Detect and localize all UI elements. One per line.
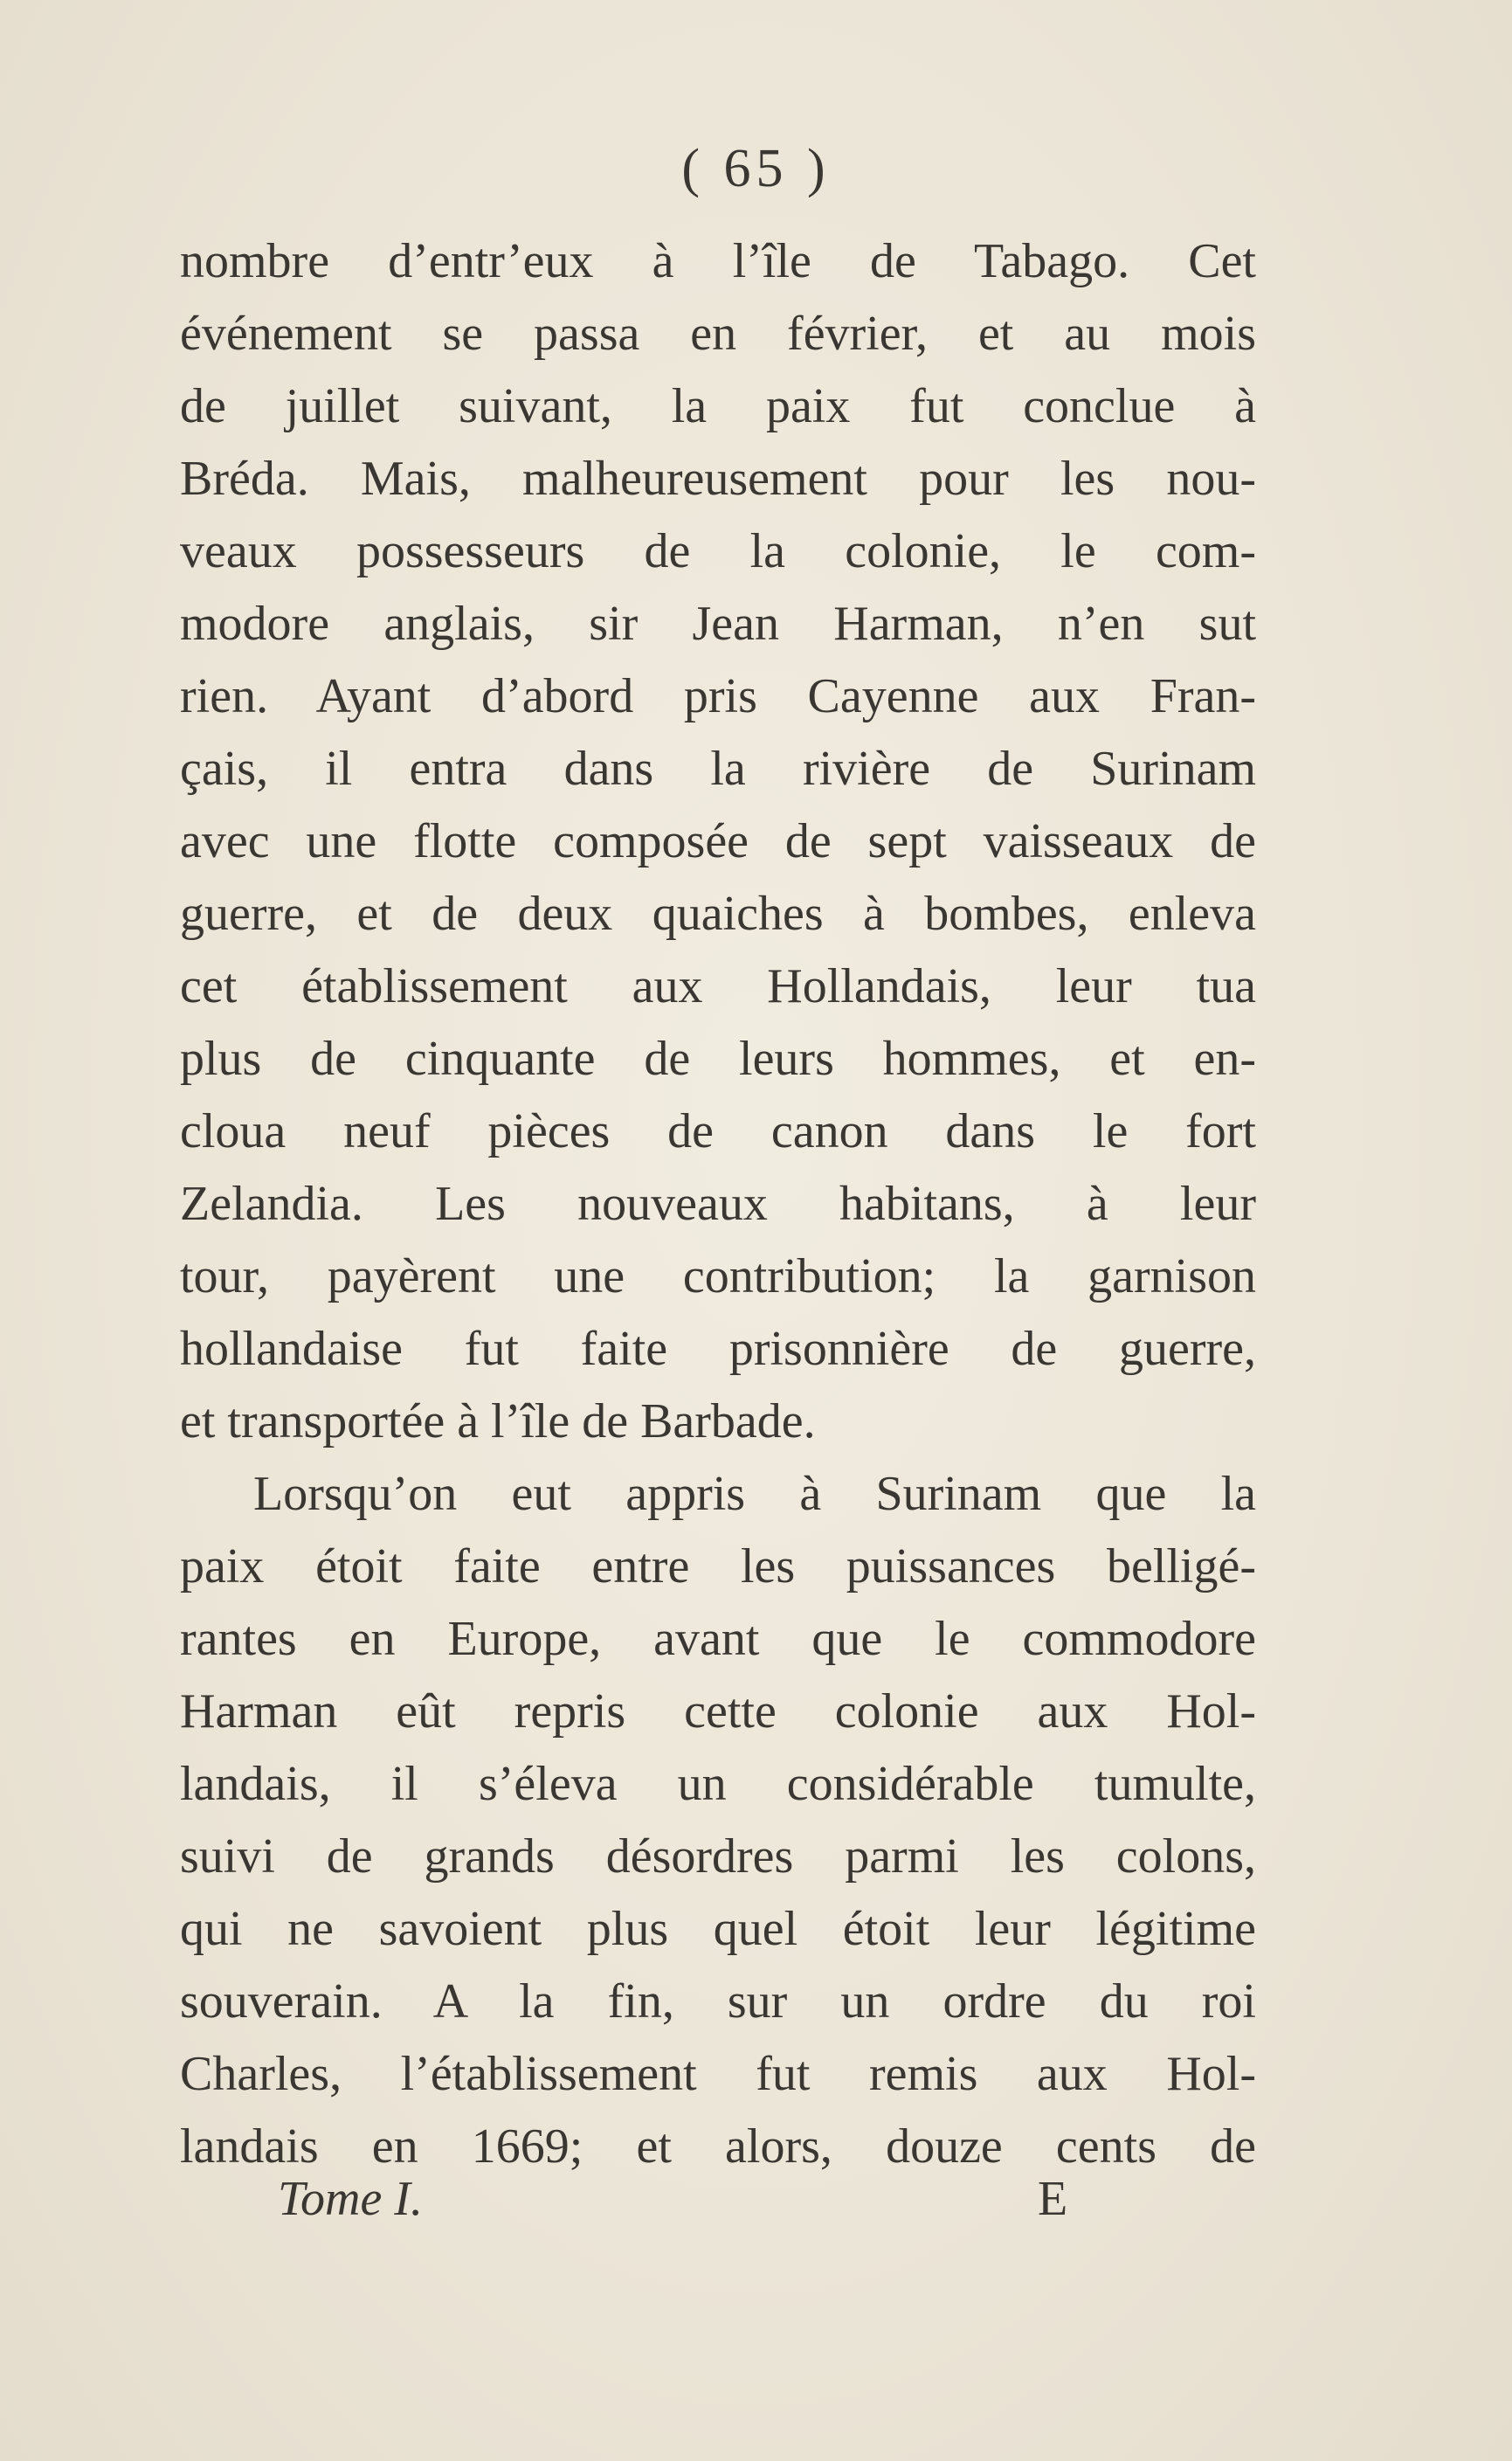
text-line: rantes en Europe, avant que le commodore <box>180 1612 1256 1666</box>
text-line: modore anglais, sir Jean Harman, n’en sut <box>180 597 1256 651</box>
body-text <box>180 225 1256 2183</box>
signature-mark: E <box>1038 2172 1068 2226</box>
text-line: veaux possesseurs de la colonie, le com- <box>180 524 1256 578</box>
text-line: plus de cinquante de leurs hommes, et en- <box>180 1032 1256 1086</box>
text-line: çais, il entra dans la rivière de Surinam <box>180 742 1256 796</box>
page-footer <box>0 2171 1512 2250</box>
paragraph-end-line: et transportée à l’île de Barbade. <box>180 1394 816 1448</box>
text-line: Bréda. Mais, malheureusement pour les nou- <box>180 452 1256 506</box>
text-line: paix étoit faite entre les puissances belligé- <box>180 1539 1256 1593</box>
text-line: tour, payèrent une contribution; la garnison <box>180 1249 1256 1303</box>
text-line: hollandaise fut faite prisonnière de guerre, <box>180 1322 1256 1376</box>
text-line: landais, il s’éleva un considérable tumulte, <box>180 1757 1256 1811</box>
text-line: événement se passa en février, et au mois <box>180 307 1256 361</box>
text-line: de juillet suivant, la paix fut conclue à <box>180 379 1256 433</box>
page-number: ( 65 ) <box>681 139 831 198</box>
text-line: suivi de grands désordres parmi les colons, <box>180 1829 1256 1884</box>
paragraph-start-line: Lorsqu’on eut appris à Surinam que la <box>253 1467 1256 1521</box>
text-line: rien. Ayant d’abord pris Cayenne aux Fran- <box>180 669 1256 723</box>
text-line: guerre, et de deux quaiches à bombes, enleva <box>180 887 1256 941</box>
text-line: landais en 1669; et alors, douze cents de <box>180 2119 1256 2174</box>
text-line: Harman eût repris cette colonie aux Hol- <box>180 1684 1256 1739</box>
text-line: cloua neuf pièces de canon dans le fort <box>180 1104 1256 1158</box>
text-line: Zelandia. Les nouveaux habitans, à leur <box>180 1177 1256 1231</box>
text-line: souverain. A la fin, sur un ordre du roi <box>180 1974 1256 2029</box>
text-line: cet établissement aux Hollandais, leur tua <box>180 959 1256 1013</box>
text-line: qui ne savoient plus quel étoit leur légitime <box>180 1902 1256 1956</box>
text-line: Charles, l’établissement fut remis aux Hol- <box>180 2047 1256 2101</box>
volume-label: Tome I. <box>278 2172 423 2226</box>
text-line: nombre d’entr’eux à l’île de Tabago. Cet <box>180 234 1256 288</box>
text-line: avec une flotte composée de sept vaisseaux de <box>180 814 1256 868</box>
